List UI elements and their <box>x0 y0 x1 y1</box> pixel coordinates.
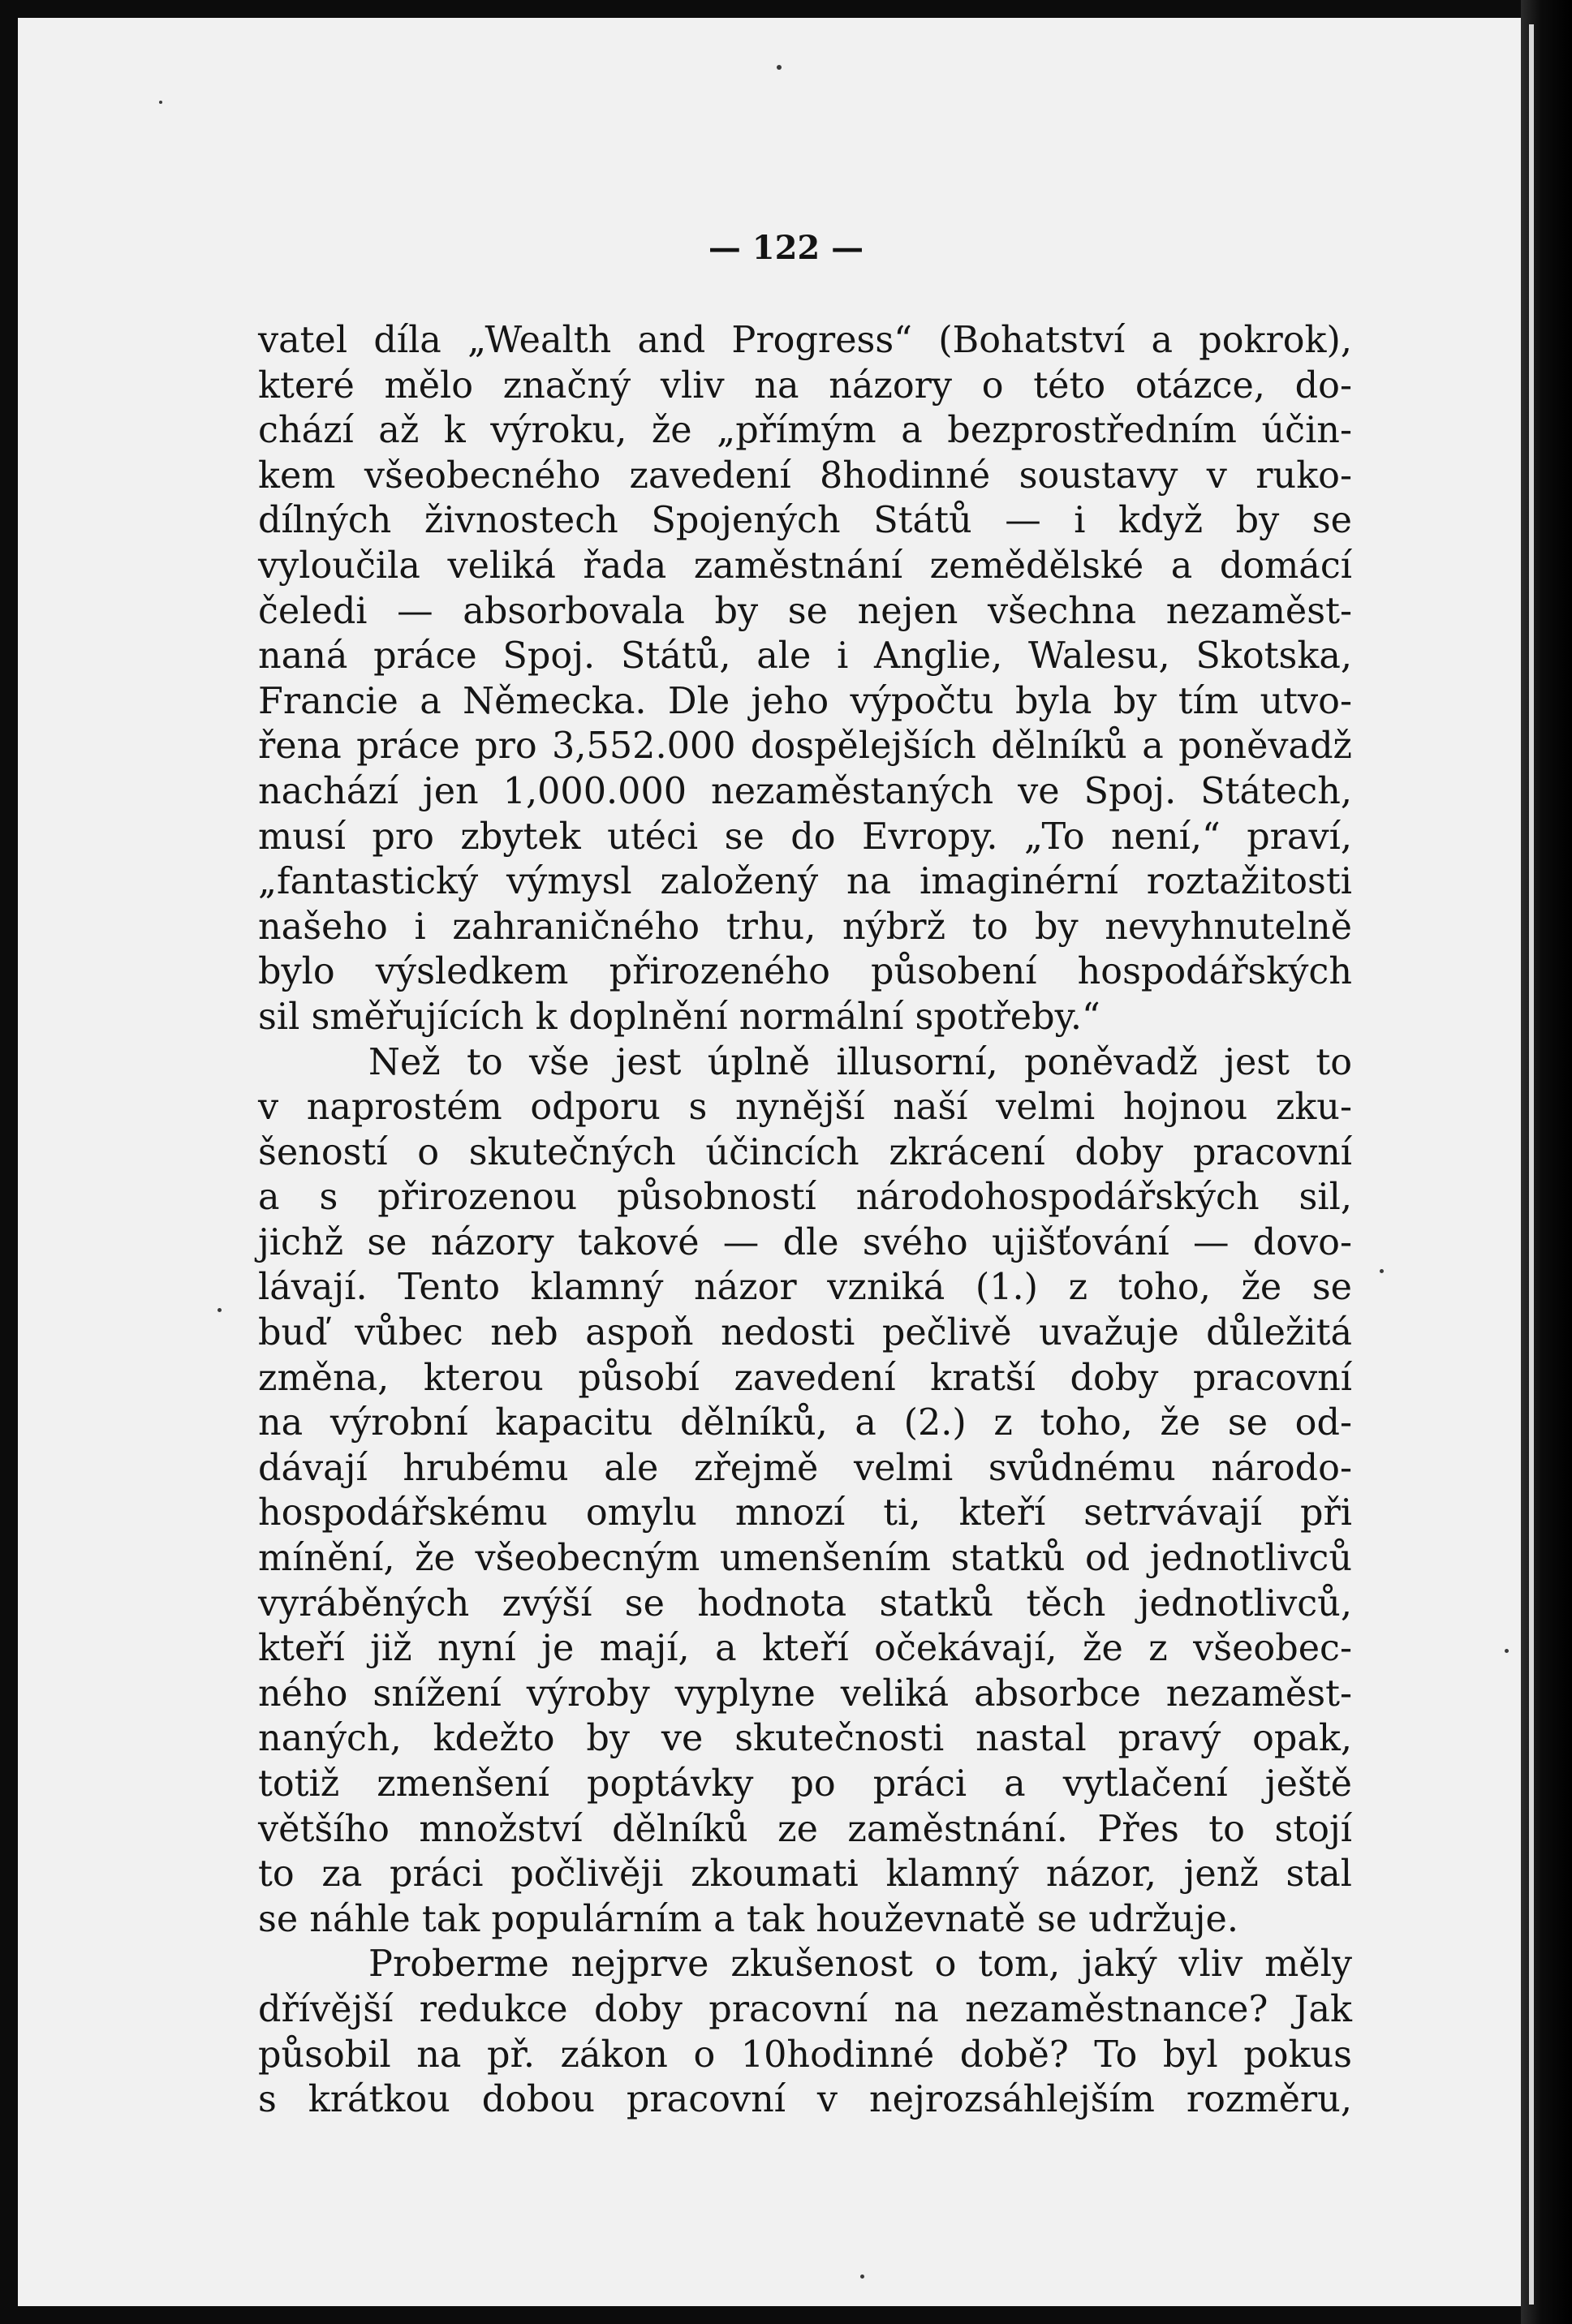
scan-speck <box>217 1308 222 1312</box>
text-line: naných, kdežto by ve skutečnosti nastal pravý opak, <box>258 1718 1352 1760</box>
text-line: totiž zmenšení poptávky po práci a vytlačení ještě <box>258 1763 1352 1805</box>
text-line: kem všeobecného zavedení 8hodinné soustavy v ruko- <box>258 454 1352 497</box>
text-line: dřívější redukce doby pracovní na nezaměstnance? Jak <box>258 1988 1352 2030</box>
text-line: působil na př. zákon o 10hodinné době? To byl pokus <box>258 2034 1352 2076</box>
text-line: chází až k výroku, že „přímým a bezprostředním účin- <box>258 410 1352 452</box>
scan-speck <box>159 101 162 104</box>
text-line: na výrobní kapacitu dělníků, a (2.) z toho, že se od- <box>258 1402 1352 1444</box>
body-text <box>258 318 1352 2123</box>
text-line: hospodářskému omylu mnozí ti, kteří setrvávají při <box>258 1492 1352 1534</box>
text-line: změna, kterou působí zavedení kratší doby pracovní <box>258 1357 1352 1399</box>
text-line: naná práce Spoj. Států, ale i Anglie, Walesu, Skotska, <box>258 635 1352 678</box>
text-line: které mělo značný vliv na názory o této otázce, do- <box>258 364 1352 407</box>
text-line: „fantastický výmysl založený na imaginérní roztažitosti <box>258 861 1352 903</box>
text-line: kteří již nyní je mají, a kteří očekávají, že z všeobec- <box>258 1628 1352 1670</box>
text-line: musí pro zbytek utéci se do Evropy. „To není,“ praví, <box>258 816 1352 858</box>
text-line: s krátkou dobou pracovní v nejrozsáhlejším rozměru, <box>258 2079 1352 2121</box>
text-line: bylo výsledkem přirozeného působení hospodářských <box>258 951 1352 993</box>
text-line: dílných živnostech Spojených Států — i když by se <box>258 500 1352 542</box>
text-line: Než to vše jest úplně illusorní, poněvadž jest to <box>368 1041 1352 1083</box>
text-line: Proberme nejprve zkušenost o tom, jaký vliv měly <box>368 1943 1352 1986</box>
text-line: vatel díla „Wealth and Progress“ (Bohatství a pokrok), <box>258 320 1352 361</box>
text-line: a s přirozenou působností národohospodářských sil, <box>258 1177 1352 1219</box>
text-line: lávají. Tento klamný názor vzniká (1.) z toho, že se <box>258 1267 1352 1309</box>
scan-speck <box>1505 1649 1509 1653</box>
text-line: se náhle tak populárním a tak houževnatě se udržuje. <box>258 1898 1238 1940</box>
text-line: čeledi — absorbovala by se nejen všechna nezaměst- <box>258 590 1352 632</box>
text-line: většího množství dělníků ze zaměstnání. Přes to stojí <box>258 1808 1352 1850</box>
text-line: řena práce pro 3,552.000 dospělejších dělníků a poněvadž <box>258 725 1352 768</box>
text-line: Francie a Německa. Dle jeho výpočtu byla by tím utvo- <box>258 680 1352 722</box>
binding-edge <box>1529 24 1534 2305</box>
scan-speck <box>777 65 782 70</box>
text-line: buď vůbec neb aspoň nedosti pečlivě uvažuje důležitá <box>258 1312 1352 1354</box>
text-line: nachází jen 1,000.000 nezaměstaných ve Spoj. Státech, <box>258 770 1352 812</box>
text-line: to za práci počlivěji zkoumati klamný názor, jenž stal <box>258 1853 1352 1896</box>
scan-speck <box>860 2275 864 2279</box>
text-line: našeho i zahraničného trhu, nýbrž to by nevyhnutelně <box>258 906 1352 948</box>
text-line: jichž se názory takové — dle svého ujišťování — dovo- <box>258 1221 1352 1263</box>
text-line: ného snížení výroby vyplyne veliká absorbce nezaměst- <box>258 1672 1352 1715</box>
text-line: šeností o skutečných účincích zkrácení doby pracovní <box>258 1131 1352 1173</box>
text-line: dávají hrubému ale zřejmě velmi svůdnému národo- <box>258 1447 1352 1489</box>
text-line: vyráběných zvýší se hodnota statků těch jednotlivců, <box>258 1582 1352 1625</box>
scan-speck <box>1380 1269 1384 1273</box>
text-line: v naprostém odporu s nynější naší velmi hojnou zku- <box>258 1087 1352 1129</box>
text-line: sil směřujících k doplnění normální spotřeby.“ <box>258 996 1100 1038</box>
text-line: mínění, že všeobecným umenšením statků od jednotlivců <box>258 1538 1352 1580</box>
page-number: — 122 — <box>708 229 864 267</box>
text-line: vyloučila veliká řada zaměstnání zemědělské a domácí <box>258 544 1352 587</box>
